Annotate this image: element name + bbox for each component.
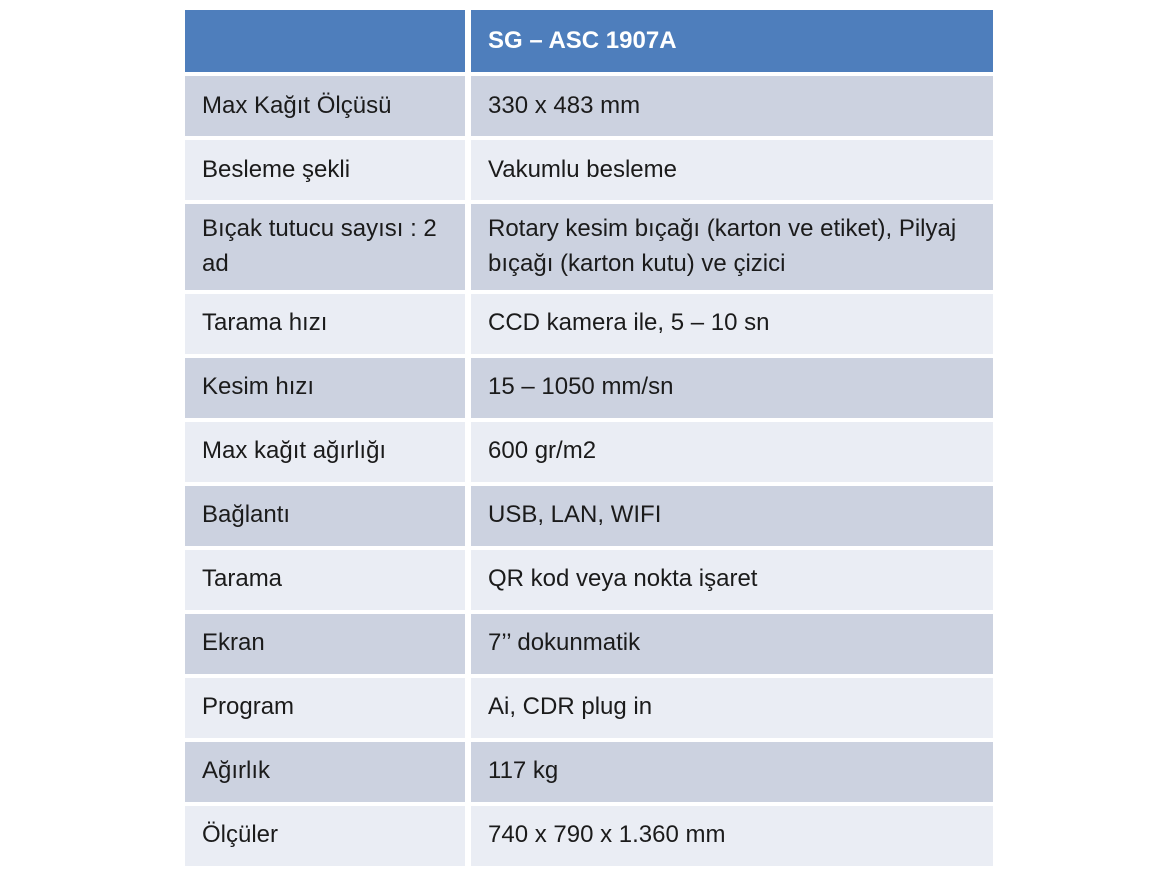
spec-value-weight: 117 kg: [471, 742, 993, 802]
spec-label-feeding-type: Besleme şekli: [185, 140, 465, 200]
spec-label-max-paper-weight: Max kağıt ağırlığı: [185, 422, 465, 482]
spec-label-connectivity: Bağlantı: [185, 486, 465, 546]
spec-label-scan-speed: Tarama hızı: [185, 294, 465, 354]
spec-label-weight: Ağırlık: [185, 742, 465, 802]
spec-label-dimensions: Ölçüler: [185, 806, 465, 866]
table-header-model: SG – ASC 1907A: [471, 10, 993, 72]
spec-value-feeding-type: Vakumlu besleme: [471, 140, 993, 200]
spec-value-max-paper-weight: 600 gr/m2: [471, 422, 993, 482]
spec-label-blade-holders: Bıçak tutucu sayısı : 2 ad: [185, 204, 465, 290]
spec-value-software: Ai, CDR plug in: [471, 678, 993, 738]
spec-value-connectivity: USB, LAN, WIFI: [471, 486, 993, 546]
spec-label-screen: Ekran: [185, 614, 465, 674]
spec-label-max-paper-size: Max Kağıt Ölçüsü: [185, 76, 465, 136]
spec-value-scanning: QR kod veya nokta işaret: [471, 550, 993, 610]
spec-value-blade-holders: Rotary kesim bıçağı (karton ve etiket), Pilyaj bıçağı (karton kutu) ve çizici: [471, 204, 993, 290]
spec-label-software: Program: [185, 678, 465, 738]
spec-label-cut-speed: Kesim hızı: [185, 358, 465, 418]
spec-value-scan-speed: CCD kamera ile, 5 – 10 sn: [471, 294, 993, 354]
spec-value-screen: 7’’ dokunmatik: [471, 614, 993, 674]
spec-label-scanning: Tarama: [185, 550, 465, 610]
table-header-empty-cell: [185, 10, 465, 72]
spec-value-max-paper-size: 330 x 483 mm: [471, 76, 993, 136]
spec-value-cut-speed: 15 – 1050 mm/sn: [471, 358, 993, 418]
spec-value-dimensions: 740 x 790 x 1.360 mm: [471, 806, 993, 866]
spec-table: [185, 10, 993, 866]
